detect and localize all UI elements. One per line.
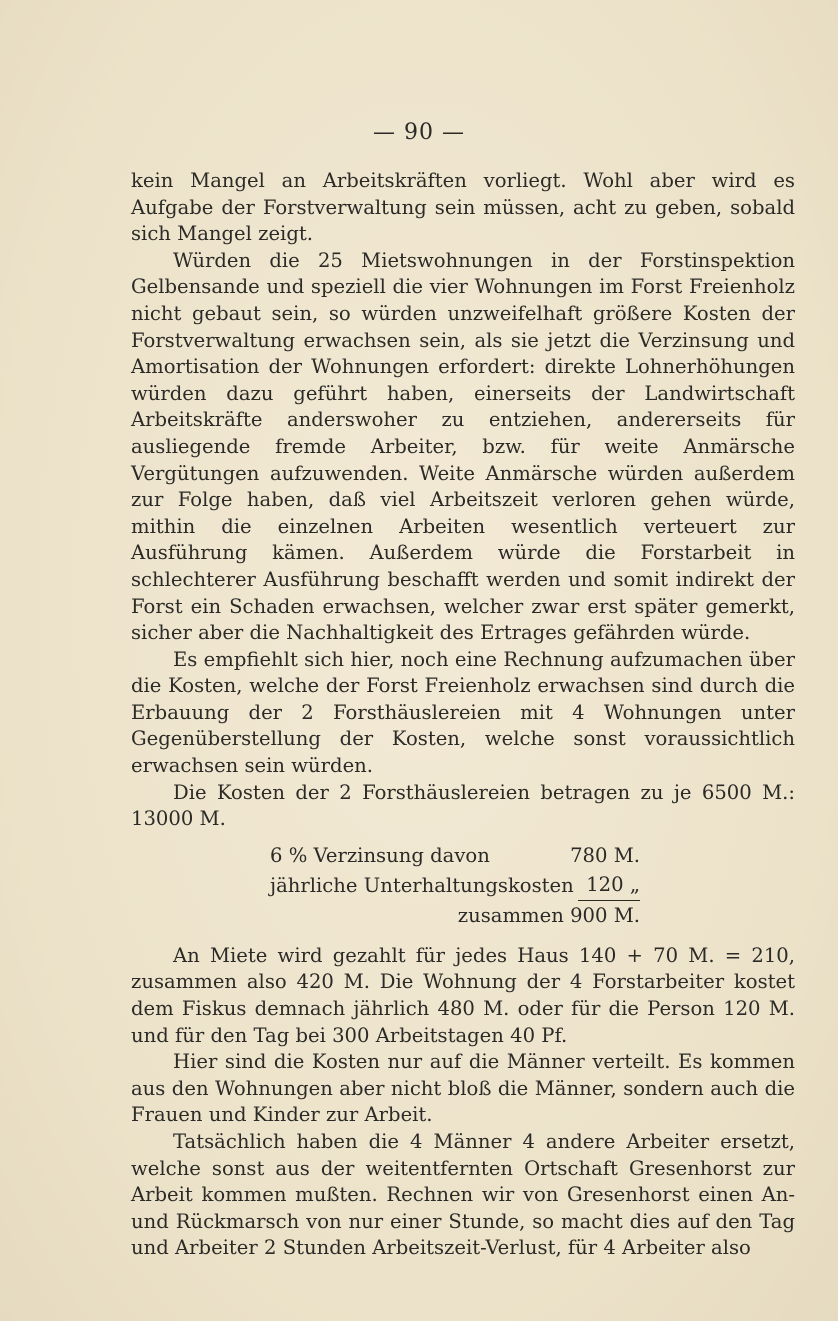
calc-amount: 120 „ bbox=[578, 871, 640, 901]
calc-row-interest bbox=[270, 841, 640, 871]
page-number: — 90 — bbox=[373, 120, 465, 145]
body-text bbox=[131, 168, 795, 1262]
calc-label: jährliche Unterhaltungskosten bbox=[270, 873, 574, 897]
calc-label: 6 % Verzinsung davon bbox=[270, 843, 490, 867]
calc-total: zusammen 900 M. bbox=[457, 903, 640, 927]
paragraph: Es empfiehlt sich hier, noch eine Rechnung aufzumachen über die Kosten, welche der Forst Freienholz erwachsen sind durch die Erbauung der 2 Forsthäuslereien mit 4 Wohnungen unter Gegenüberstellung der Kosten, welche sonst voraussichtlich erwachsen sein würden. bbox=[131, 647, 795, 778]
calc-row-maintenance bbox=[270, 871, 640, 901]
paragraph: Tatsächlich haben die 4 Männer 4 andere Arbeiter ersetzt, welche sonst aus der weitentfernten Ortschaft Gresenhorst zur Arbeit kommen mußten. Rechnen wir von Gresenhorst einen An- und Rückmarsch von nur einer Stunde, so macht dies auf den Tag und Arbeiter 2 Stunden Arbeitszeit-Verlust, für 4 Arbeiter also bbox=[131, 1130, 795, 1260]
paragraph: kein Mangel an Arbeitskräften vorliegt. Wohl aber wird es Aufgabe der Forstverwaltung sein müssen, acht zu geben, sobald sich Mangel zeigt. bbox=[131, 169, 795, 246]
calc-amount: 780 M. bbox=[570, 843, 640, 867]
calc-row-total bbox=[270, 901, 640, 931]
paragraph: Hier sind die Kosten nur auf die Männer verteilt. Es kommen aus den Wohnungen aber nicht bloß die Männer, sondern auch die Frauen und Kinder zur Arbeit. bbox=[131, 1050, 795, 1127]
paragraph: Die Kosten der 2 Forsthäuslereien betragen zu je 6500 M.: 13000 M. bbox=[131, 780, 795, 831]
paragraph: Würden die 25 Mietswohnungen in der Forstinspektion Gelbensande und speziell die vier Wohnungen im Forst Freienholz nicht gebaut sein, so würden unzweifelhaft größere Kosten der Forstverwaltung erwachsen sein, als sie jetzt die Verzinsung und Amortisation der Wohnungen erfordert: direkte Lohnerhöhungen würden dazu geführt haben, einerseits der Landwirtschaft Arbeitskräfte anderswoher zu entziehen, andererseits für ausliegende fremde Arbeiter, bzw. für weite Anmärsche Vergütungen aufzuwenden. Weite Anmärsche würden außerdem zur Folge haben, daß viel Arbeitszeit verloren gehen würde, mithin die einzelnen Arbeiten wesentlich verteuert zur Ausführung kämen. Außerdem würde die Forstarbeit in schlechterer Ausführung beschafft werden und somit indirekt der Forst ein Schaden erwachsen, welcher zwar erst später gemerkt, sicher aber die Nachhaltigkeit des Ertrages gefährden würde. bbox=[131, 248, 795, 645]
cost-calculation bbox=[270, 841, 640, 931]
paragraph: An Miete wird gezahlt für jedes Haus 140 + 70 M. = 210, zusammen also 420 M. Die Wohnung der 4 Forstarbeiter kostet dem Fiskus demnach jährlich 480 M. oder für die Person 120 M. und für den Tag bei 300 Arbeitstagen 40 Pf. bbox=[131, 943, 795, 1047]
